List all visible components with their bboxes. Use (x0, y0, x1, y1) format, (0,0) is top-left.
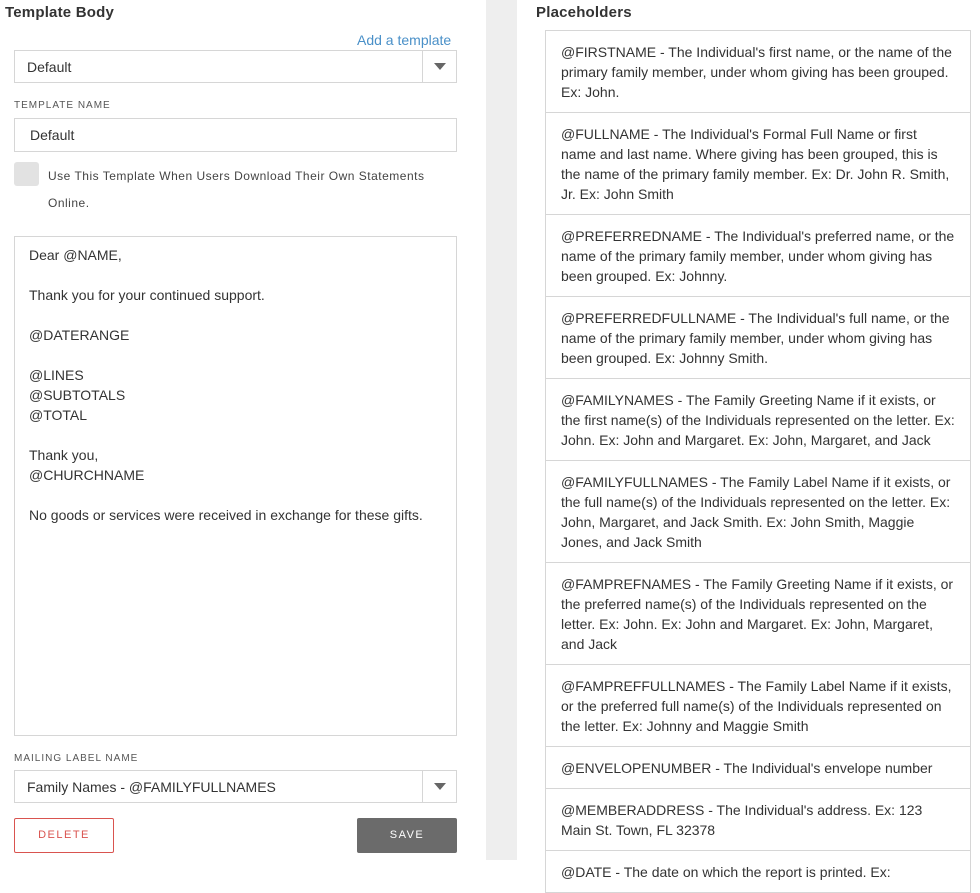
template-body-line: @CHURCHNAME (29, 467, 145, 483)
mailing-label-name-label: MAILING LABEL NAME (14, 753, 139, 764)
template-name-label: TEMPLATE NAME (14, 100, 111, 111)
placeholder-item: @ENVELOPENUMBER - The Individual's envelope number (545, 746, 971, 788)
placeholder-item: @FIRSTNAME - The Individual's first name, or the name of the primary family member, under whom giving has been grouped. Ex: John. (545, 30, 971, 112)
template-body-line: @SUBTOTALS (29, 387, 126, 403)
template-body-line (29, 345, 442, 365)
template-body-line: Dear @NAME, (29, 247, 122, 263)
template-body-line: Thank you, (29, 447, 99, 463)
template-body-line (29, 485, 442, 505)
template-body-panel (0, 0, 470, 860)
placeholder-item: @FAMPREFNAMES - The Family Greeting Name if it exists, or the preferred name(s) of the Individuals represented on the letter. Ex: John. Ex: John and Margaret. Ex: John, Margaret, and Jack (545, 562, 971, 664)
template-body-line: @TOTAL (29, 407, 88, 423)
placeholder-item: @FULLNAME - The Individual's Formal Full Name or first name and last name. Where giving has been grouped, this is the name of the primary family member. Ex: Dr. John R. Smith, Jr. Ex: John Smith (545, 112, 971, 214)
placeholder-item: @FAMILYNAMES - The Family Greeting Name if it exists, or the first name(s) of the Individuals represented on the letter. Ex: John. Ex: John and Margaret. Ex: John, Margaret, and Jack (545, 378, 971, 460)
template-select-value: Default (27, 59, 72, 75)
chevron-down-icon (434, 783, 446, 790)
template-body-textarea[interactable] (14, 236, 457, 736)
mailing-label-select-toggle[interactable] (422, 771, 456, 802)
template-body-line: Thank you for your continued support. (29, 287, 265, 303)
placeholder-item: @FAMILYFULLNAMES - The Family Label Name if it exists, or the full name(s) of the Individuals represented on the letter. Ex: John, Margaret, and Jack Smith. Ex: John Smith, Maggie Jones, and Jack Smith (545, 460, 971, 562)
download-template-checkbox-label: Use This Template When Users Download Their Own Statements Online. (48, 169, 425, 210)
mailing-label-select[interactable] (14, 770, 457, 803)
template-body-line (29, 425, 442, 445)
panel-divider (486, 0, 517, 860)
download-template-checkbox[interactable] (14, 162, 39, 186)
template-select-toggle[interactable] (422, 51, 456, 82)
template-body-title: Template Body (5, 4, 115, 21)
placeholder-item: @PREFERREDNAME - The Individual's preferred name, or the name of the primary family member, under whom giving has been grouped. Ex: Johnny. (545, 214, 971, 296)
placeholder-item: @FAMPREFFULLNAMES - The Family Label Name if it exists, or the preferred full name(s) of the Individuals represented on the letter. Ex: Johnny and Maggie Smith (545, 664, 971, 746)
template-body-line (29, 265, 442, 285)
template-body-line: @DATERANGE (29, 327, 130, 343)
template-body-line (29, 305, 442, 325)
placeholders-title: Placeholders (536, 4, 632, 21)
template-body-line: No goods or services were received in exchange for these gifts. (29, 507, 423, 523)
placeholder-item: @MEMBERADDRESS - The Individual's address. Ex: 123 Main St. Town, FL 32378 (545, 788, 971, 850)
template-body-line: @LINES (29, 367, 84, 383)
mailing-label-select-value: Family Names - @FAMILYFULLNAMES (27, 779, 276, 795)
placeholders-panel (517, 0, 980, 880)
add-template-link[interactable]: Add a template (357, 32, 452, 48)
template-select[interactable] (14, 50, 457, 83)
template-name-input[interactable]: Default (14, 118, 457, 152)
placeholder-item: @PREFERREDFULLNAME - The Individual's full name, or the name of the primary family member, under whom giving has been grouped. Ex: Johnny Smith. (545, 296, 971, 378)
chevron-down-icon (434, 63, 446, 70)
placeholders-list (545, 30, 971, 893)
placeholder-item: @DATE - The date on which the report is printed. Ex: (545, 850, 971, 893)
delete-button[interactable]: DELETE (14, 818, 114, 853)
save-button[interactable]: SAVE (357, 818, 457, 853)
